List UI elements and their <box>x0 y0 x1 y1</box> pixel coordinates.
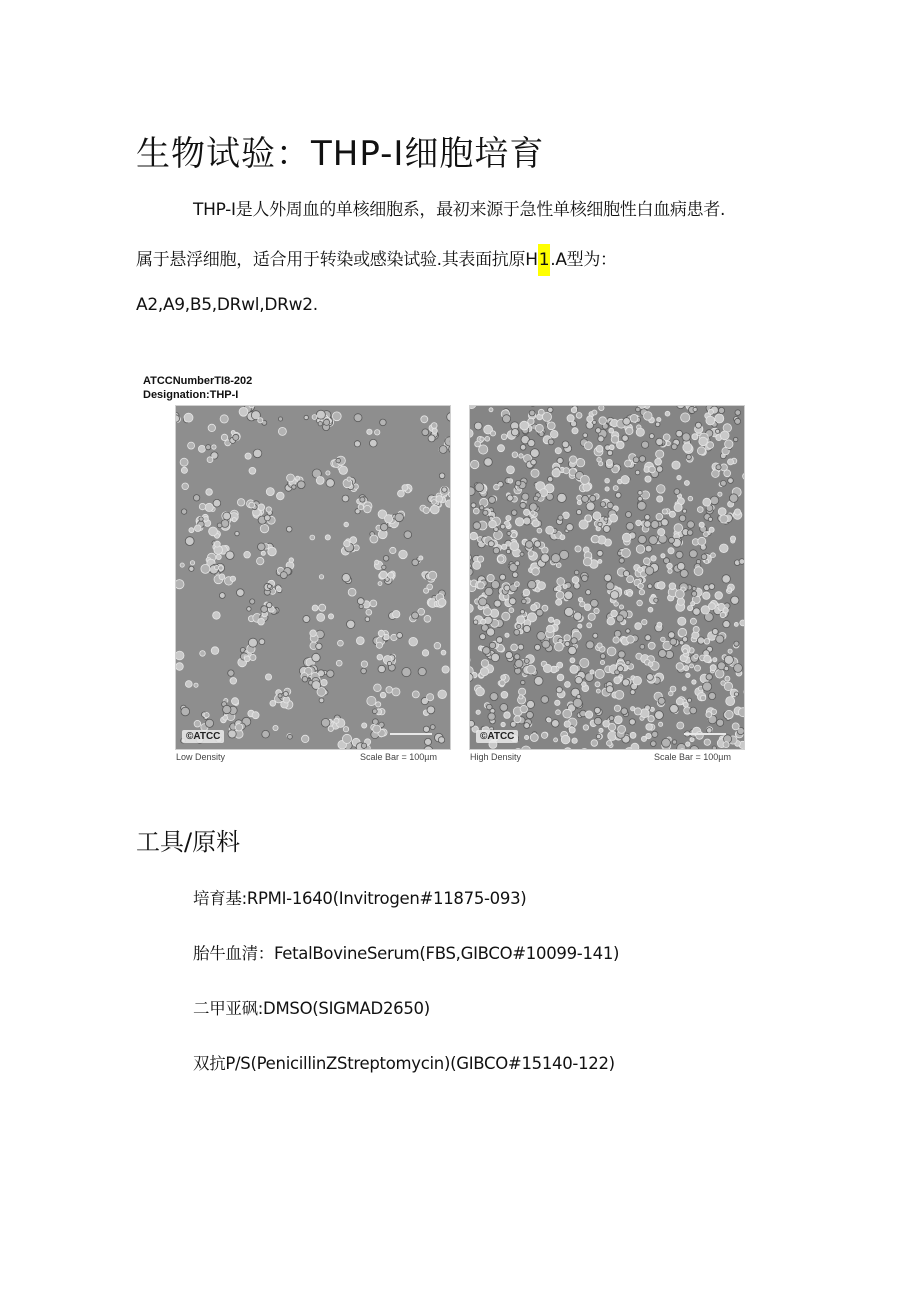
high-density-scale-label: Scale Bar = 100µm <box>654 752 731 762</box>
high-density-label: High Density <box>470 752 522 762</box>
atcc-logo: ©ATCC <box>476 730 518 743</box>
material-item: 双抗P/S(PenicillinZStreptomycin)(GIBCO#15140-122) <box>193 1054 615 1073</box>
micrograph-high-density <box>469 405 745 750</box>
material-item: 二甲亚砜:DMSO(SIGMAD2650) <box>193 999 430 1018</box>
page-title: 生物试验：THP-I细胞培育 <box>136 134 545 174</box>
low-density-cells-image <box>176 406 450 749</box>
high-density-cells-image <box>470 406 744 749</box>
figure-caption-designation: Designation:THP-I <box>143 389 239 401</box>
intro-line-2 <box>136 245 617 270</box>
scale-bar <box>684 733 726 735</box>
low-density-scale-label: Scale Bar = 100µm <box>360 752 437 762</box>
low-density-label: Low Density <box>176 752 226 762</box>
intro-line-2-text: 属于悬浮细胞，适合用于转染或感染试验.其表面抗原H <box>136 250 538 270</box>
material-item: 培育基:RPMI-1640(Invitrogen#11875-093) <box>193 889 527 908</box>
material-item: 胎牛血清：FetalBovineSerum(FBS,GIBCO#10099-141) <box>193 944 620 963</box>
scale-bar <box>390 733 432 735</box>
micrograph-low-density <box>175 405 451 750</box>
intro-line-1: THP-I是人外周血的单核细胞系，最初来源于急性单核细胞性白血病患者. <box>193 200 726 220</box>
intro-line-3: A2,A9,B5,DRwl,DRw2. <box>136 295 318 315</box>
figure-caption-number: ATCCNumberTI8-202 <box>143 375 253 387</box>
highlighted-text: 1 <box>538 244 551 276</box>
intro-line-2-tail: .A型为： <box>550 250 617 270</box>
section-title-materials: 工具/原料 <box>136 828 241 856</box>
atcc-logo: ©ATCC <box>182 730 224 743</box>
